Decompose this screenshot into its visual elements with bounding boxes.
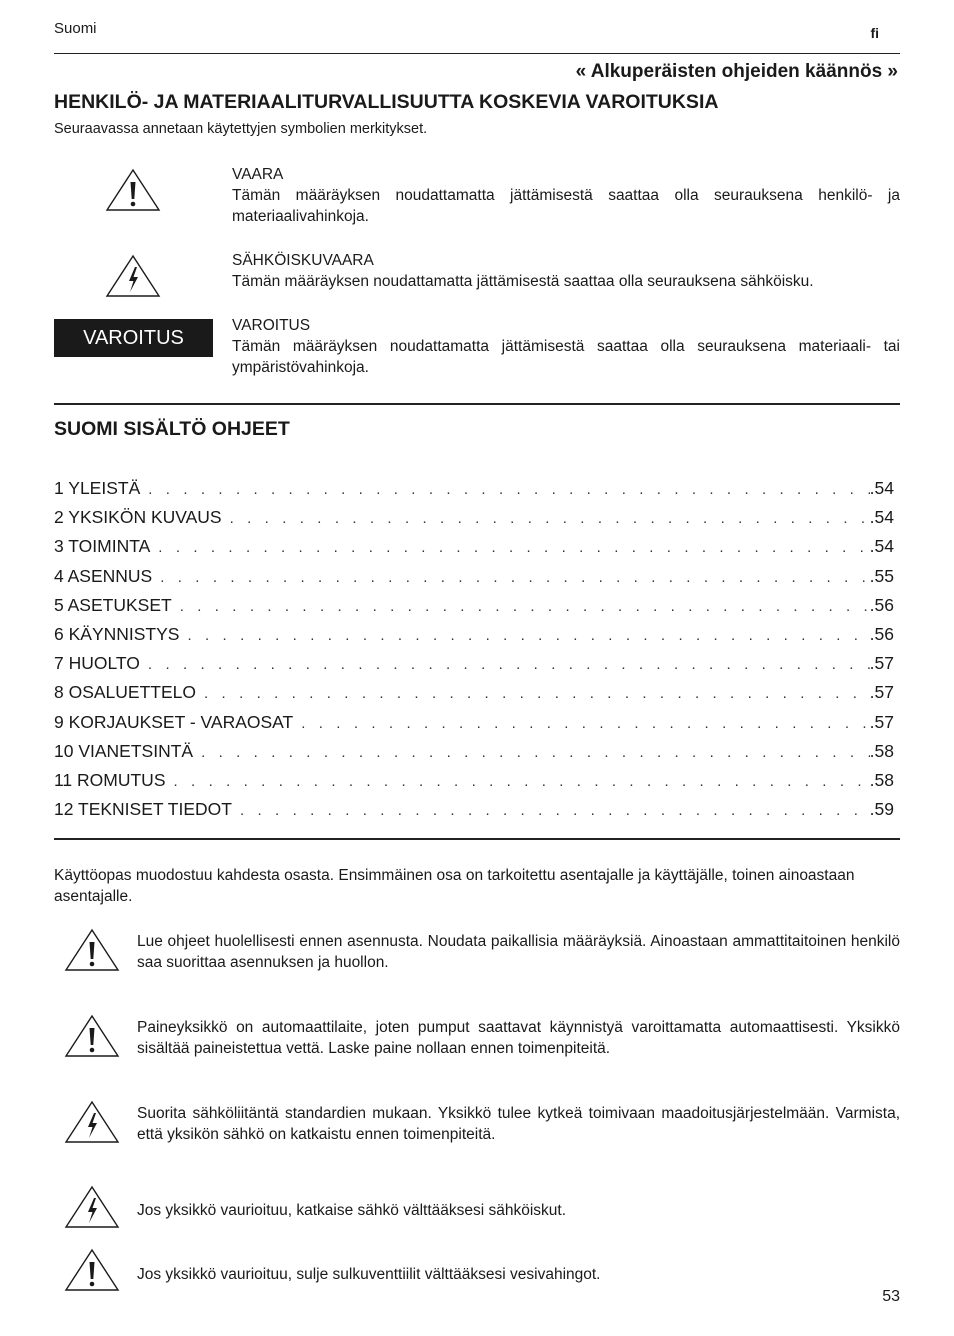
header-language: Suomi bbox=[54, 20, 97, 37]
toc-item-page: .57 bbox=[869, 711, 894, 732]
section-divider bbox=[54, 403, 900, 405]
symbol-heading: VAROITUS bbox=[232, 317, 311, 334]
toc-item[interactable] bbox=[54, 741, 894, 770]
symbol-description: Tämän määräyksen noudattamatta jättämisestä saattaa olla seurauksena henkilö- ja materiaalivahinkoja. bbox=[232, 187, 900, 225]
toc-leader bbox=[301, 715, 869, 732]
symbol-caution bbox=[232, 315, 900, 378]
warning-text: Paineyksikkö on automaattilaite, joten pumput saattavat käynnistyä varoittamatta automaattisesti. Yksikkö sisältää paineistettua vettä. Laske paine nollaan ennen toimenpiteitä. bbox=[137, 1019, 900, 1057]
toc-item[interactable] bbox=[54, 536, 894, 565]
toc-item-page: .59 bbox=[869, 799, 894, 820]
toc-item[interactable] bbox=[54, 712, 894, 741]
warning-text: Suorita sähköliitäntä standardien mukaan. Yksikkö tulee kytkeä toimivaan maadoitusjärjestelmään. Varmista, että yksikön sähkö on katkaistu ennen toimenpiteitä. bbox=[137, 1105, 900, 1143]
toc-item-label: 6 KÄYNNISTYS bbox=[54, 623, 180, 644]
toc-item-page: .57 bbox=[869, 653, 894, 674]
toc-item-label: 2 YKSIKÖN KUVAUS bbox=[54, 507, 222, 528]
varoitus-badge: VAROITUS bbox=[54, 319, 213, 357]
warning-triangle-icon bbox=[64, 1014, 120, 1058]
toc-leader bbox=[187, 627, 869, 644]
toc-item-page: .57 bbox=[869, 682, 894, 703]
warning-text: Jos yksikkö vaurioituu, katkaise sähkö välttääksesi sähköiskut. bbox=[137, 1202, 567, 1219]
toc-leader bbox=[180, 598, 870, 615]
toc-leader bbox=[148, 656, 870, 673]
toc-item-label: 1 YLEISTÄ bbox=[54, 478, 141, 498]
toc-item[interactable] bbox=[54, 682, 894, 711]
toc-item[interactable] bbox=[54, 653, 894, 682]
toc-item-page: .56 bbox=[869, 594, 894, 615]
header-language-code: fi bbox=[870, 25, 879, 41]
toc-item-label: 3 TOIMINTA bbox=[54, 536, 151, 557]
manual-structure-note: Käyttöopas muodostuu kahdesta osasta. Ensimmäinen osa on tarkoitettu asentajalle ja käyttäjälle, toinen ainoastaan asentajalle. bbox=[54, 867, 855, 905]
warning-triangle-icon bbox=[104, 168, 162, 212]
toc-item[interactable] bbox=[54, 595, 894, 624]
electric-hazard-icon bbox=[64, 1100, 120, 1144]
toc-leader bbox=[204, 685, 870, 702]
toc-item-label: 10 VIANETSINTÄ bbox=[54, 740, 194, 761]
toc-leader bbox=[158, 539, 869, 556]
header-divider bbox=[54, 53, 900, 54]
toc-item-page: .54 bbox=[869, 536, 894, 557]
toc-item-page: .54 bbox=[869, 507, 894, 528]
warning-text: Jos yksikkö vaurioituu, sulje sulkuventtiilit välttääksesi vesivahingot. bbox=[137, 1266, 601, 1283]
toc-item-label: 12 TEKNISET TIEDOT bbox=[54, 799, 232, 820]
toc-leader bbox=[160, 569, 869, 586]
toc-item-label: 7 HUOLTO bbox=[54, 653, 140, 674]
toc-item[interactable] bbox=[54, 478, 894, 507]
symbol-electric bbox=[232, 250, 900, 292]
translation-subtitle: « Alkuperäisten ohjeiden käännös » bbox=[575, 61, 898, 82]
page-number: 53 bbox=[882, 1288, 900, 1305]
toc-item-page: .58 bbox=[869, 769, 894, 790]
warning-text: Lue ohjeet huolellisesti ennen asennusta. Noudata paikallisia määräyksiä. Ainoastaan ammattitaitoinen henkilö saa suorittaa asennuksen ja huollon. bbox=[137, 933, 900, 971]
toc-item[interactable] bbox=[54, 770, 894, 799]
toc-leader bbox=[201, 744, 870, 761]
toc-leader bbox=[174, 773, 870, 790]
toc-item[interactable] bbox=[54, 566, 894, 595]
toc-item-page: .55 bbox=[869, 565, 894, 586]
toc-title: SUOMI SISÄLTÖ OHJEET bbox=[54, 418, 290, 440]
toc-item-page: .56 bbox=[869, 623, 894, 644]
toc-item[interactable] bbox=[54, 507, 894, 536]
electric-hazard-icon bbox=[104, 254, 162, 298]
toc-item[interactable] bbox=[54, 624, 894, 653]
table-of-contents bbox=[54, 478, 894, 828]
warning-triangle-icon bbox=[64, 928, 120, 972]
toc-item-label: 9 KORJAUKSET - VARAOSAT bbox=[54, 711, 294, 732]
symbol-heading: VAARA bbox=[232, 166, 284, 183]
warning-triangle-icon bbox=[64, 1248, 120, 1292]
intro-text: Seuraavassa annetaan käytettyjen symbolien merkitykset. bbox=[54, 121, 428, 137]
symbol-description: Tämän määräyksen noudattamatta jättämisestä saattaa olla seurauksena materiaali- tai ympäristövahinkoja. bbox=[232, 338, 900, 376]
toc-leader bbox=[148, 481, 869, 498]
toc-item-label: 8 OSALUETTELO bbox=[54, 682, 196, 703]
symbol-description: Tämän määräyksen noudattamatta jättämisestä saattaa olla seurauksena sähköisku. bbox=[232, 273, 814, 290]
toc-item-page: .54 bbox=[869, 478, 894, 498]
page-title: HENKILÖ- JA MATERIAALITURVALLISUUTTA KOSKEVIA VAROITUKSIA bbox=[54, 91, 719, 113]
toc-item-label: 11 ROMUTUS bbox=[54, 769, 166, 790]
electric-hazard-icon bbox=[64, 1185, 120, 1229]
toc-bottom-divider bbox=[54, 838, 900, 840]
symbol-heading: SÄHKÖISKUVAARA bbox=[232, 252, 374, 269]
toc-item-label: 5 ASETUKSET bbox=[54, 594, 172, 615]
toc-leader bbox=[240, 802, 870, 819]
toc-item-label: 4 ASENNUS bbox=[54, 565, 153, 586]
symbol-danger bbox=[232, 164, 900, 227]
toc-item-page: .58 bbox=[869, 740, 894, 761]
toc-leader bbox=[230, 510, 870, 527]
toc-item[interactable] bbox=[54, 799, 894, 828]
